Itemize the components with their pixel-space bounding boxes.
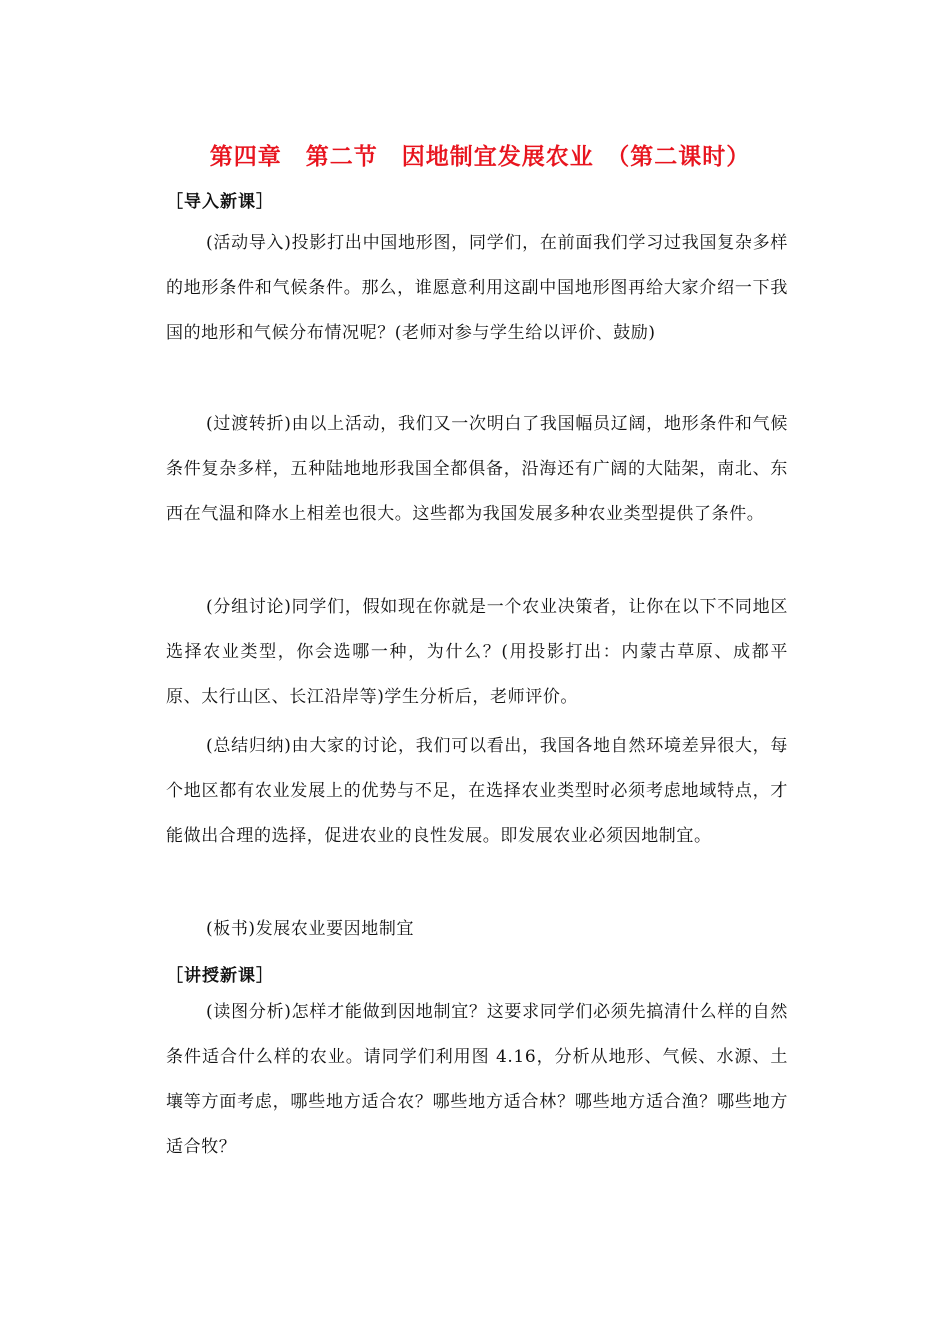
paragraph-activity-intro: (活动导入)投影打出中国地形图，同学们，在前面我们学习过我国复杂多样的地形条件和气候条件。那么，谁愿意利用这副中国地形图再给大家介绍一下我国的地形和气候分布情况呢？(老师对参与学生给以评价、鼓励) bbox=[166, 233, 788, 343]
section-heading-intro: ［导入新课］ bbox=[166, 192, 274, 212]
document-title: 第四章 第二节 因地制宜发展农业 （第二课时） bbox=[209, 144, 751, 170]
paragraph-transition: (过渡转折)由以上活动，我们又一次明白了我国幅员辽阔，地形条件和气候条件复杂多样，五种陆地地形我国全都俱备，沿海还有广阔的大陆架，南北、东西在气温和降水上相差也很大。这些都为我国发展多种农业类型提供了条件。 bbox=[166, 414, 788, 524]
paragraph-map-analysis: (读图分析)怎样才能做到因地制宜？这要求同学们必须先搞清什么样的自然条件适合什么样的农业。请同学们利用图 4.16，分析从地形、气候、水源、土壤等方面考虑，哪些地方适合农？哪些地方适合林？哪些地方适合渔？哪些地方适合牧？ bbox=[166, 1002, 788, 1157]
paragraph-summary: (总结归纳)由大家的讨论，我们可以看出，我国各地自然环境差异很大，每个地区都有农业发展上的优势与不足，在选择农业类型时必须考虑地域特点，才能做出合理的选择，促进农业的良性发展。即发展农业必须因地制宜。 bbox=[166, 736, 788, 846]
section-heading-new-lesson: ［讲授新课］ bbox=[166, 966, 274, 986]
paragraph-board-note: (板书)发展农业要因地制宜 bbox=[206, 919, 415, 939]
paragraph-group-discussion: (分组讨论)同学们，假如现在你就是一个农业决策者，让你在以下不同地区选择农业类型，你会选哪一种，为什么？(用投影打出：内蒙古草原、成都平原、太行山区、长江沿岸等)学生分析后，老师评价。 bbox=[166, 597, 788, 707]
